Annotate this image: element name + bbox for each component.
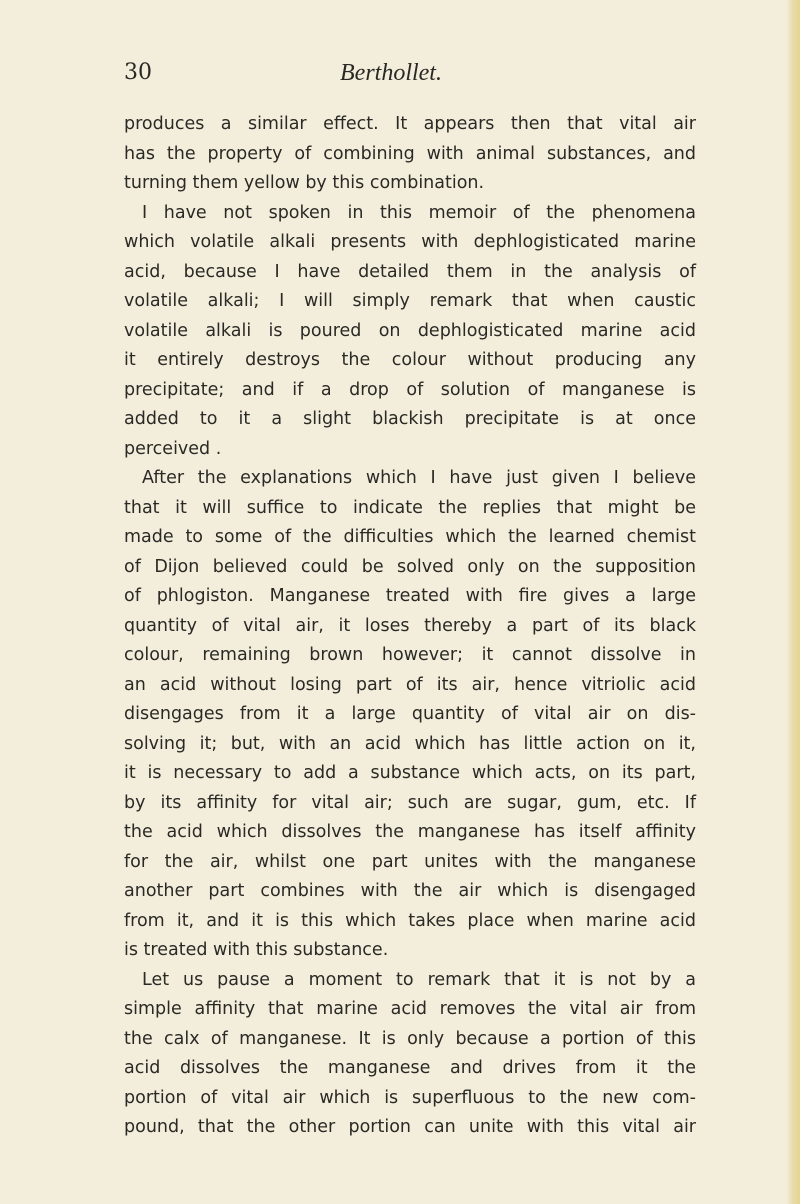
text-line: made to some of the difficulties which the learned chemist xyxy=(124,527,696,547)
text-line: it entirely destroys the colour without producing any xyxy=(124,350,696,370)
text-line: turning them yellow by this combination. xyxy=(124,173,485,193)
text-line: portion of vital air which is superfluous to the new com- xyxy=(124,1087,696,1108)
text-line: the calx of manganese. It is only because a portion of this xyxy=(124,1028,696,1049)
text-line: for the air, whilst one part unites with the manganese xyxy=(124,851,696,872)
text-line: acid, because I have detailed them in the analysis of xyxy=(124,261,696,282)
text-line: another part combines with the air which is disengaged xyxy=(124,881,696,901)
text-line: is treated with this substance. xyxy=(124,940,389,960)
text-line: quantity of vital air, it loses thereby a part of its black xyxy=(124,615,696,636)
text-line: After the explanations which I have just given I believe xyxy=(142,468,696,488)
text-line: the acid which dissolves the manganese has itself affinity xyxy=(124,822,696,842)
page-number: 30 xyxy=(124,60,152,85)
text-line: volatile alkali; I will simply remark that when caustic xyxy=(124,291,696,311)
text-line: which volatile alkali presents with dephlogisticated marine xyxy=(124,232,696,252)
text-line: an acid without losing part of its air, hence vitriolic acid xyxy=(124,674,696,695)
text-line: added to it a slight blackish precipitate is at once xyxy=(124,409,696,429)
text-line: solving it; but, with an acid which has little action on it, xyxy=(124,733,696,754)
text-line: from it, and it is this which takes place when marine acid xyxy=(124,910,696,931)
text-line: of phlogiston. Manganese treated with fire gives a large xyxy=(124,586,696,606)
running-head: Berthollet. xyxy=(340,60,442,86)
text-line: volatile alkali is poured on dephlogisticated marine acid xyxy=(124,320,696,341)
text-line: pound, that the other portion can unite with this vital air xyxy=(124,1117,696,1137)
page-edge-shading xyxy=(786,0,800,1204)
body-text xyxy=(124,110,696,1143)
text-line: I have not spoken in this memoir of the phenomena xyxy=(142,202,696,223)
text-line: precipitate; and if a drop of solution of manganese is xyxy=(124,379,696,400)
text-line: of Dijon believed could be solved only on the supposition xyxy=(124,556,696,577)
text-line: produces a similar effect. It appears then that vital air xyxy=(124,114,696,134)
text-line: it is necessary to add a substance which acts, on its part, xyxy=(124,763,696,783)
text-line: disengages from it a large quantity of vital air on dis- xyxy=(124,704,696,724)
text-line: simple affinity that marine acid removes the vital air from xyxy=(124,999,696,1019)
text-line: that it will suffice to indicate the replies that might be xyxy=(124,497,696,518)
text-line: Let us pause a moment to remark that it is not by a xyxy=(142,969,696,990)
text-line: acid dissolves the manganese and drives from it the xyxy=(124,1058,696,1078)
text-line: has the property of combining with animal substances, and xyxy=(124,143,696,164)
text-line: perceived . xyxy=(124,438,222,459)
text-line: by its affinity for vital air; such are sugar, gum, etc. If xyxy=(124,792,696,813)
text-line: colour, remaining brown however; it cannot dissolve in xyxy=(124,645,696,665)
